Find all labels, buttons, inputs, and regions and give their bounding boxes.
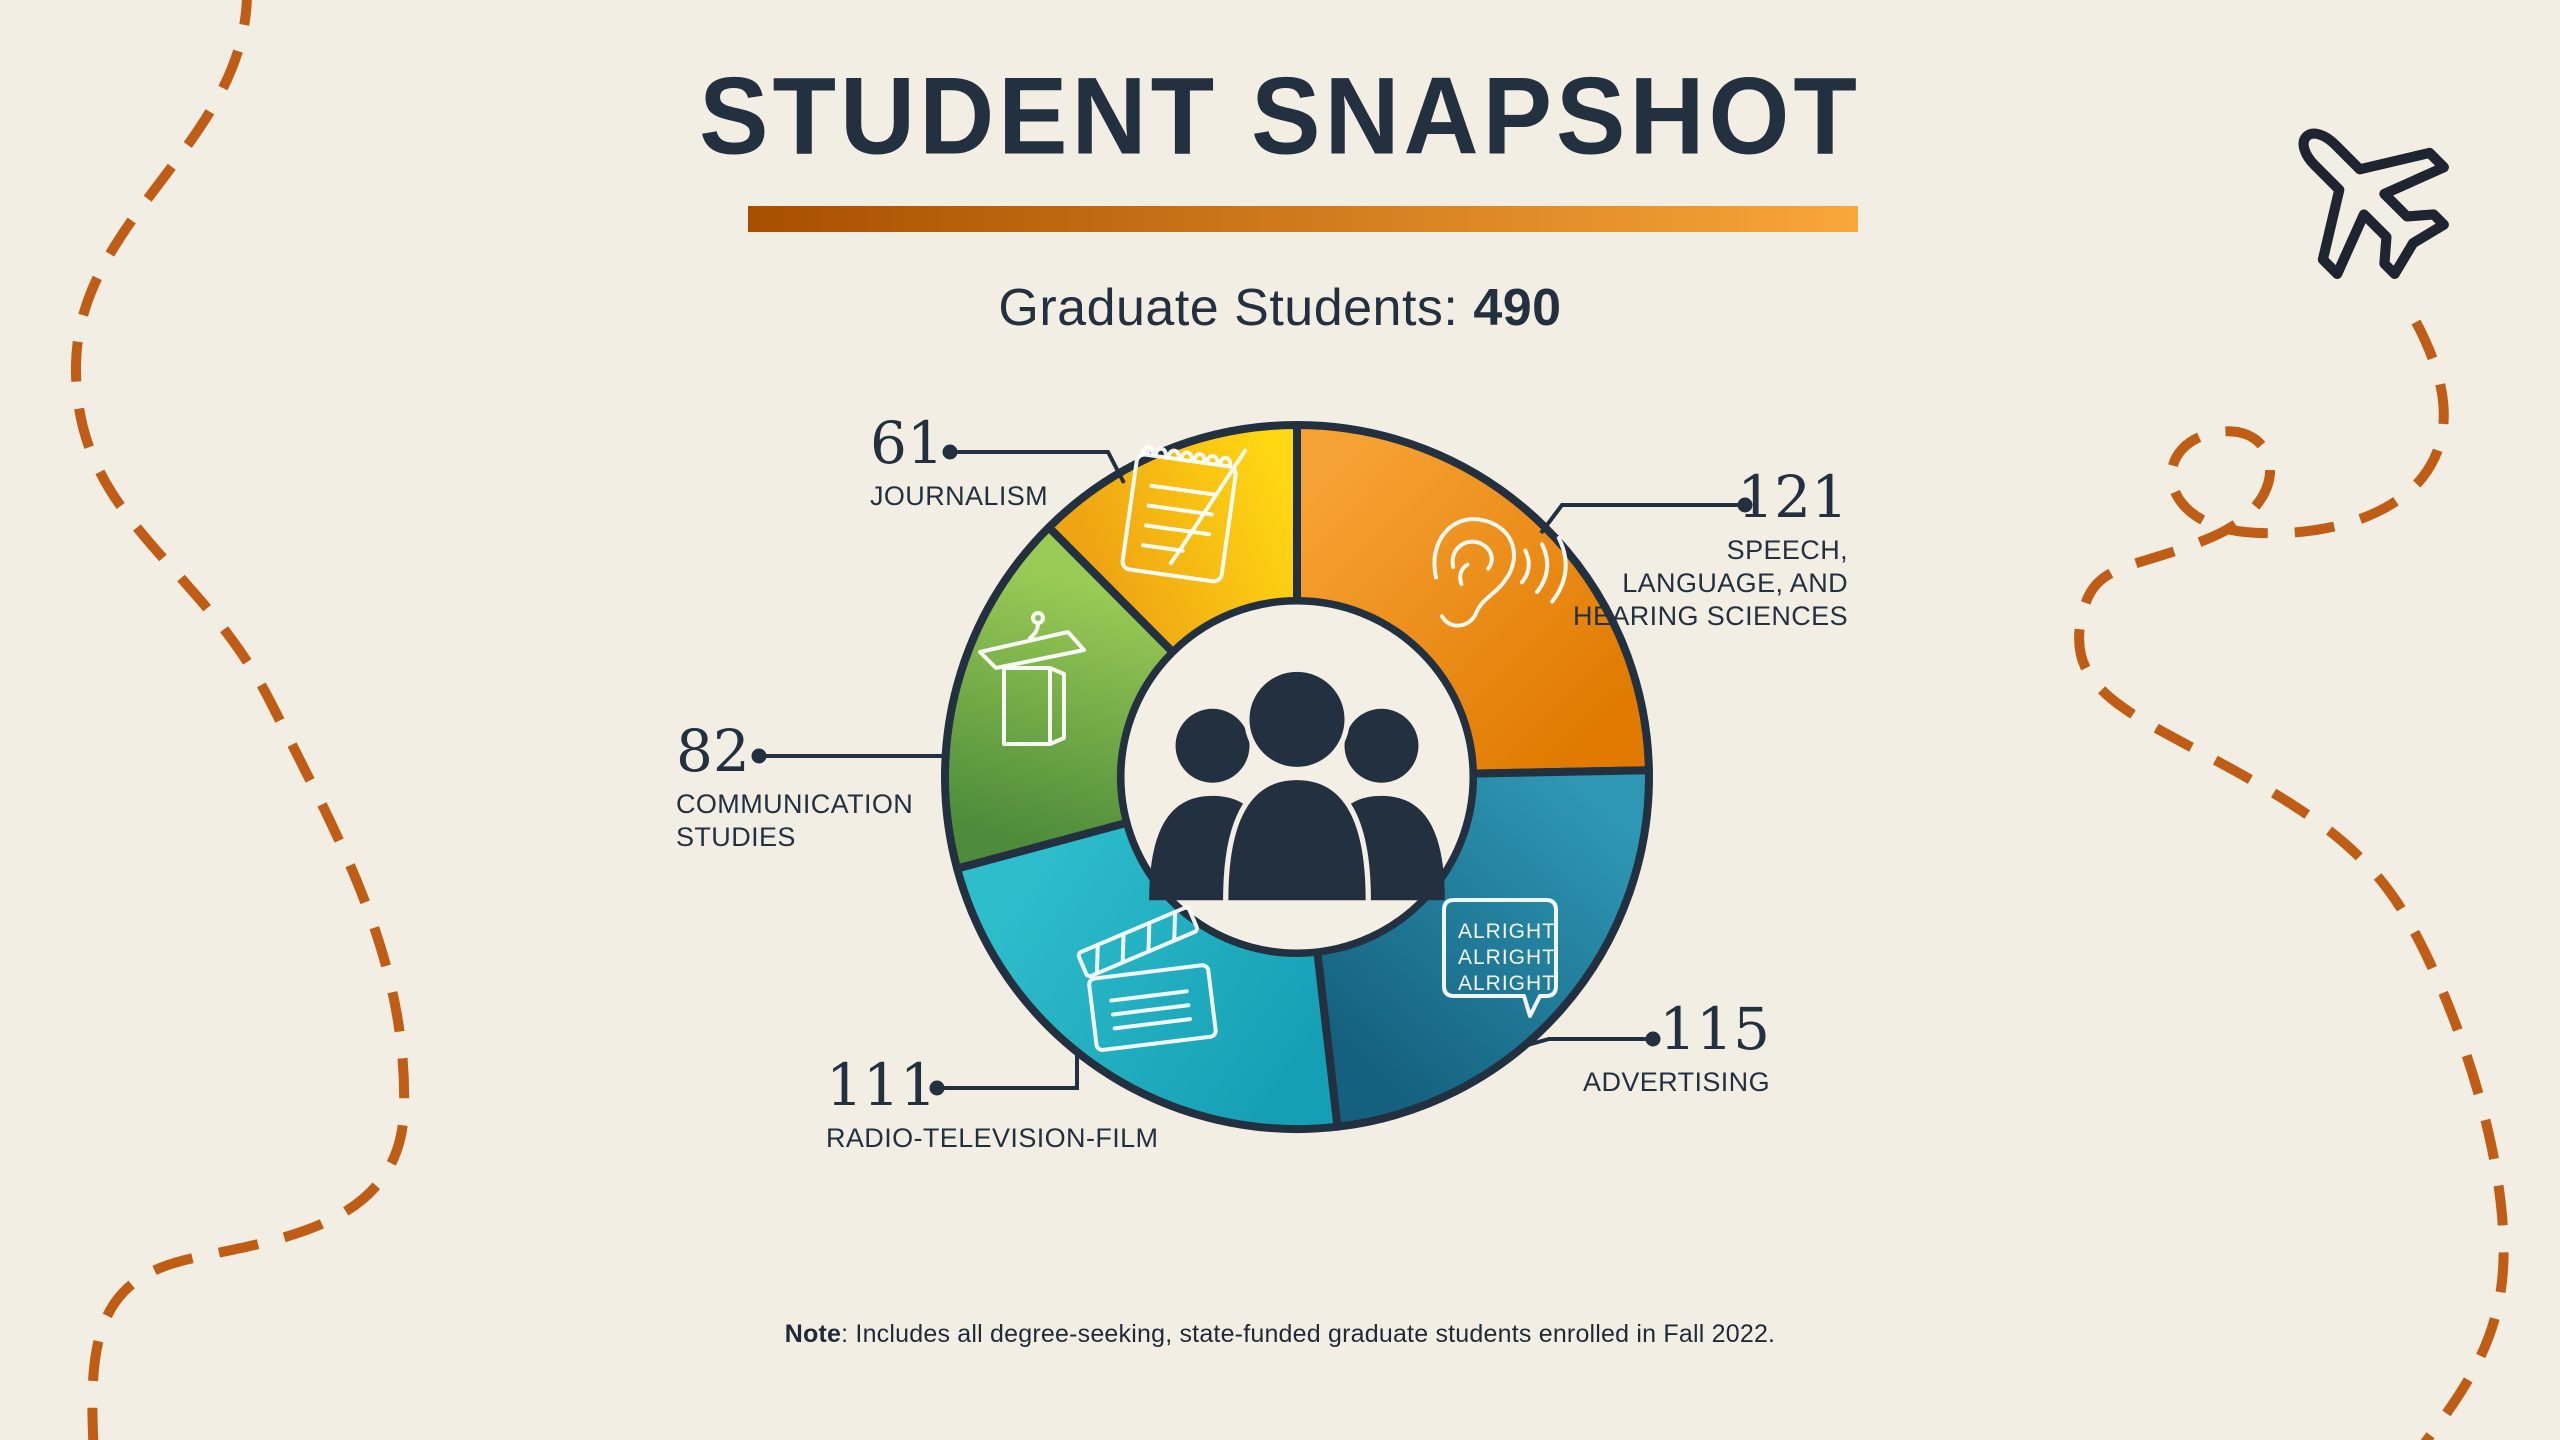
footnote-label: Note [784, 1320, 842, 1348]
bubble-text-line: ALRIGHT [1458, 972, 1557, 995]
callout-value: 121 [1737, 463, 1848, 531]
callout-speech [1568, 463, 1848, 633]
callout-value: 115 [1659, 995, 1770, 1063]
callout-label: SPEECH, LANGUAGE, AND HEARING SCIENCES [1573, 535, 1848, 631]
callout-radio-television-film [826, 1051, 1286, 1155]
callout-value: 61 [870, 409, 944, 477]
callout-advertising [1583, 995, 1770, 1099]
callout-journalism [870, 409, 1049, 513]
callout-label: RADIO-TELEVISION-FILM [826, 1123, 1159, 1153]
footnote-text: : Includes all degree-seeking, state-funded graduate students enrolled in Fall 2022. [841, 1320, 1776, 1348]
accent-bar [748, 206, 1858, 232]
callout-value: 111 [826, 1051, 937, 1119]
callout-label: JOURNALISM [870, 481, 1049, 511]
callout-value: 82 [676, 717, 750, 785]
subtitle [0, 278, 2560, 338]
callout-communication-studies [676, 717, 916, 854]
subtitle-label: Graduate Students: [998, 279, 1459, 337]
bubble-text-line: ALRIGHT [1458, 946, 1557, 969]
callout-label: ADVERTISING [1583, 1067, 1770, 1097]
page-title: STUDENT SNAPSHOT [699, 56, 1861, 178]
callout-label: COMMUNICATION STUDIES [676, 789, 914, 852]
footnote [0, 1320, 2560, 1349]
subtitle-value: 490 [1473, 279, 1562, 337]
bubble-text-line: ALRIGHT [1458, 920, 1557, 943]
